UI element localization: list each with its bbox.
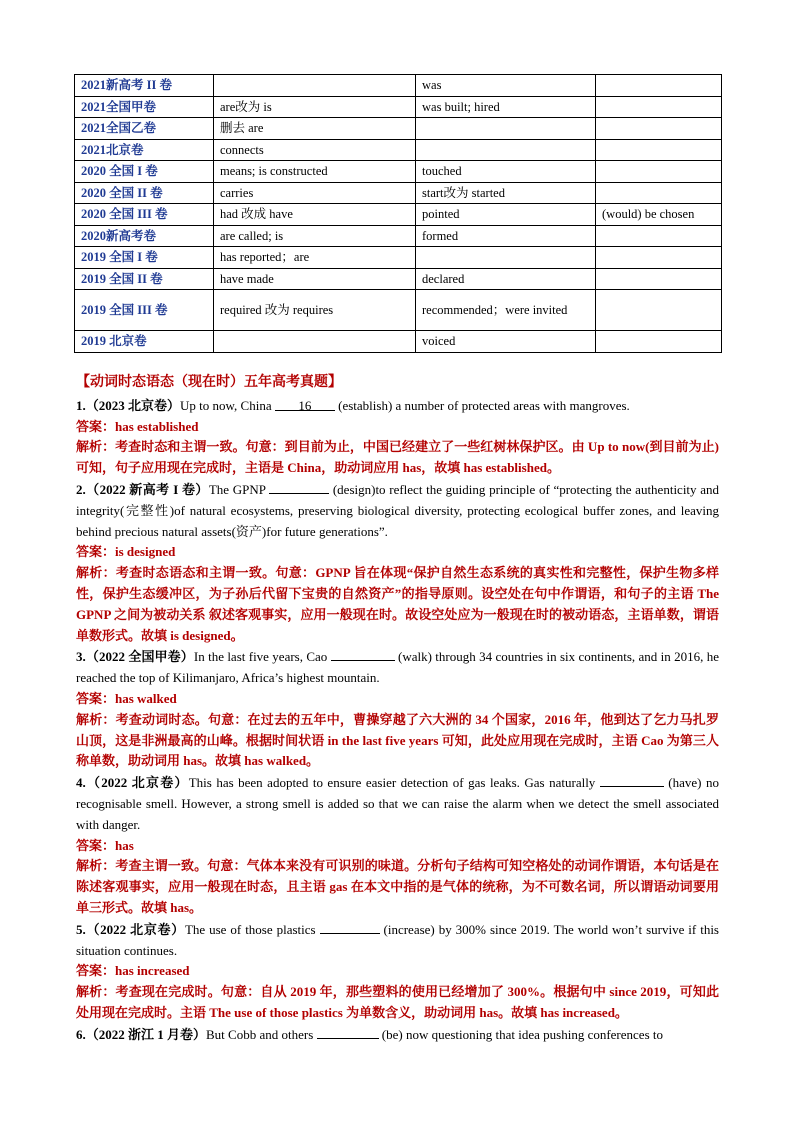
question-text-after: (have) no recognisable smell. However, a strong smell is added so that we can raise the alarm when we detect the smell associated with danger. [76, 775, 719, 832]
exam-source-cell: 2020新高考卷 [75, 225, 214, 247]
answer-cell: recommended；were invited [416, 290, 596, 331]
question-text-after: (establish) a number of protected areas with mangroves. [334, 397, 630, 413]
exam-source-cell: 2021北京卷 [75, 139, 214, 161]
answer-cell [596, 96, 722, 118]
answer-line: 答案：has [76, 837, 134, 853]
question-source: （2022 北京卷） [85, 775, 189, 791]
analysis-text: 解析：考查时态语态和主谓一致。句意：GPNP 旨在体现“保护自然生态系统的真实性和完整性，保护生物多样性，保护生态缓冲区，为子孙后代留下宝贵的自然资产”的指导原则。设空处在句中作谓语，和句子的主语 The GPNP 之间为被动关系 叙述客观事实，应用一般现在时。故设空处应为一般现在时的被动语态，主语单数，谓语单数形式。故填 is designed。 [76, 565, 719, 643]
question-list [76, 396, 719, 1046]
question-text-after: (increase) by 300% since 2019. The world won’t survive if this situation continues. [76, 921, 719, 958]
answer-cell [596, 331, 722, 353]
table-row [75, 290, 722, 331]
analysis-text: 解析：考查现在完成时。句意：自从 2019 年，那些塑料的使用已经增加了 300%。根据句中 since 2019，可知此处用现在完成时。主语 The use of those plastics 为单数含义，助动词用 has。故填 has increased。 [76, 984, 719, 1020]
answer-cell: touched [416, 161, 596, 183]
answer-cell: pointed [416, 204, 596, 226]
table-row [75, 96, 722, 118]
answer-line: 答案：is designed [76, 544, 176, 560]
answer-line: 答案：has established [76, 418, 199, 434]
answer-cell [214, 331, 416, 353]
exam-source-cell: 2019 全国 III 卷 [75, 290, 214, 331]
answer-cell: required 改为 requires [214, 290, 416, 331]
table-row [75, 75, 722, 97]
answer-cell: had 改成 have [214, 204, 416, 226]
table-row [75, 331, 722, 353]
answer-cell [596, 247, 722, 269]
question-text-before: But Cobb and others [206, 1026, 317, 1042]
answer-cell: have made [214, 268, 416, 290]
analysis-text: 解析：考查动词时态。句意：在过去的五年中，曹操穿越了六大洲的 34 个国家，2016 年，他到达了乞力马扎罗山顶，这是非洲最高的山峰。根据时间状语 in the last five years 可知，此处应用现在完成时，主语 Cao 为第三人称单数，助动词用 has。故填 has walked。 [76, 711, 719, 769]
analysis-text: 解析：考查主谓一致。句意：气体本来没有可识别的味道。分析句子结构可知空格处的动词作谓语，本句话是在陈述客观事实，应用一般现在时态，且主语 gas 在本文中指的是气体的统称，为不可数名词，所以谓语动词要用单三形式。故填 has。 [76, 858, 719, 915]
answer-cell [596, 139, 722, 161]
table-row [75, 182, 722, 204]
question-number: 4. [76, 775, 86, 791]
answer-cell [596, 118, 722, 140]
content [76, 373, 719, 1046]
answer-cell: (would) be chosen [596, 204, 722, 226]
exam-source-cell: 2021新高考 II 卷 [75, 75, 214, 97]
exam-source-cell: 2020 全国 II 卷 [75, 182, 214, 204]
answer-cell: means; is constructed [214, 161, 416, 183]
question-number: 1. [76, 397, 86, 413]
question-1 [76, 396, 719, 417]
exam-source-cell: 2021全国乙卷 [75, 118, 214, 140]
answer-cell [416, 247, 596, 269]
exam-source-cell: 2019 北京卷 [75, 331, 214, 353]
question-number: 6. [76, 1026, 86, 1042]
answer-cell: has reported；are [214, 247, 416, 269]
question-text-after: (design)to reflect the guiding principle of “protecting the authenticity and integrity(完整性)of natural ecosystems, preserving biological diversity, protecting ecological buffer zones, and leaving behind precious natural assets(资产)for future generations”. [76, 481, 719, 539]
answer-line: 答案：has increased [76, 963, 190, 979]
table-row [75, 225, 722, 247]
question-2 [76, 479, 719, 542]
exam-source-cell: 2021全国甲卷 [75, 96, 214, 118]
answer-cell: formed [416, 225, 596, 247]
question-text-before: This has been adopted to ensure easier detection of gas leaks. Gas naturally [188, 775, 600, 791]
question-number: 2. [76, 481, 86, 497]
question-number: 3. [76, 649, 86, 665]
answer-cell [596, 75, 722, 97]
answer-cell [596, 182, 722, 204]
answer-blank [331, 646, 395, 661]
exam-source-cell: 2020 全国 I 卷 [75, 161, 214, 183]
table-row [75, 139, 722, 161]
question-text-before: The use of those plastics [184, 921, 320, 937]
question-source: （2022 新高考 I 卷） [85, 481, 209, 497]
answer-cell [596, 161, 722, 183]
answer-table [74, 74, 722, 353]
answer-cell [416, 139, 596, 161]
answer-cell [596, 225, 722, 247]
answer-cell: start改为 started [416, 182, 596, 204]
question-text-after: (be) now questioning that idea pushing conferences to [378, 1026, 663, 1042]
answer-cell: 删去 are [214, 118, 416, 140]
question-6 [76, 1024, 719, 1046]
answer-cell: are改为 is [214, 96, 416, 118]
answer-cell [214, 75, 416, 97]
answer-cell: are called; is [214, 225, 416, 247]
question-text-before: Up to now, China [180, 397, 275, 413]
answer-cell: declared [416, 268, 596, 290]
answer-blank [317, 1024, 379, 1039]
answer-cell: voiced [416, 331, 596, 353]
table-row [75, 247, 722, 269]
question-text-before: The GPNP [208, 481, 270, 497]
answer-cell [596, 268, 722, 290]
table-row [75, 118, 722, 140]
answer-blank [269, 479, 329, 494]
question-text-before: In the last five years, Cao [193, 649, 331, 665]
question-number: 5. [76, 921, 86, 937]
question-3 [76, 646, 719, 689]
table-row [75, 268, 722, 290]
exam-source-cell: 2020 全国 III 卷 [75, 204, 214, 226]
question-source: （2022 浙江 1 月卷） [85, 1026, 207, 1042]
answer-blank: 16 [275, 396, 335, 411]
question-text-after: (walk) through 34 countries in six continents, and in 2016, he reached the top of Kilimanjaro, Africa’s highest mountain. [76, 649, 720, 686]
answer-cell [416, 118, 596, 140]
question-5 [76, 919, 719, 962]
answer-cell: carries [214, 182, 416, 204]
question-source: （2022 北京卷） [85, 921, 185, 937]
answer-line: 答案：has walked [76, 690, 177, 706]
answer-cell: was built; hired [416, 96, 596, 118]
answer-cell [596, 290, 722, 331]
question-4 [76, 772, 719, 835]
question-source: （2022 全国甲卷） [85, 649, 194, 665]
answer-cell: was [416, 75, 596, 97]
section-title: 【动词时态语态（现在时）五年高考真题】 [76, 375, 342, 390]
answer-cell: connects [214, 139, 416, 161]
exam-source-cell: 2019 全国 I 卷 [75, 247, 214, 269]
answer-blank [600, 772, 664, 787]
table-row [75, 204, 722, 226]
answer-blank [320, 919, 380, 934]
exam-source-cell: 2019 全国 II 卷 [75, 268, 214, 290]
table-row [75, 161, 722, 183]
answer-table-body [75, 75, 722, 353]
question-source: （2023 北京卷） [85, 397, 181, 413]
analysis-text: 解析：考查时态和主谓一致。句意：到目前为止，中国已经建立了一些红树林保护区。由 Up to now(到目前为止)可知，句子应用现在完成时，主语是 China，助动词应用 has，故填 has established。 [76, 439, 719, 476]
